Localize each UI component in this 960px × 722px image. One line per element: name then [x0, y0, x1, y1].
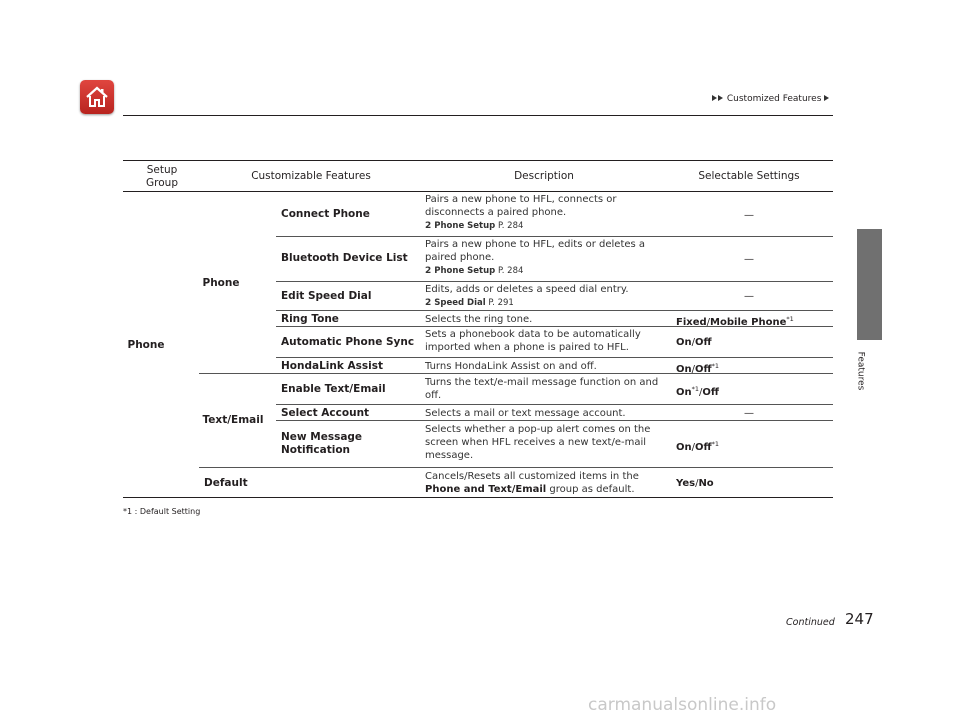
setting-option: On: [676, 364, 692, 375]
row-divider: [276, 310, 833, 311]
ref-page: P. 284: [497, 221, 524, 231]
setting-automatic-phone-sync: [676, 336, 826, 349]
setting-separator: /: [691, 337, 695, 348]
desc-connect-phone: [425, 193, 665, 233]
breadcrumb-label: Customized Features: [726, 94, 822, 104]
desc-ring-tone: Selects the ring tone.: [425, 314, 533, 325]
setting-option: On: [676, 337, 692, 348]
footnote-marker: *1: [786, 315, 794, 323]
desc-text: Edits, adds or deletes a speed dial entry.: [425, 284, 629, 295]
desc-text: group as default.: [546, 484, 635, 495]
row-divider: [276, 420, 833, 421]
breadcrumb[interactable]: [712, 94, 830, 104]
desc-default: [425, 470, 665, 496]
ref-label: Phone Setup: [434, 221, 496, 231]
setting-separator: /: [691, 364, 695, 375]
footnote-marker: *1: [691, 385, 700, 393]
feature-ring-tone: Ring Tone: [281, 313, 339, 325]
page-number: 247: [845, 610, 874, 628]
setting-option: Off: [695, 442, 712, 453]
setting-ring-tone: [676, 313, 826, 329]
setting-option: Fixed: [676, 317, 707, 328]
ref-label: Phone Setup: [434, 266, 496, 276]
feature-automatic-phone-sync: Automatic Phone Sync: [281, 336, 415, 348]
header-rule: [123, 191, 833, 192]
header-rule: [123, 115, 833, 116]
footnote: *1 : Default Setting: [123, 507, 201, 516]
section-label-text: Features: [855, 351, 866, 391]
ref-label: Speed Dial: [434, 298, 486, 308]
setting-option: Off: [695, 337, 712, 348]
xref-arrow-icon: 2: [425, 221, 432, 231]
watermark: carmanualsonline.info: [588, 695, 777, 715]
setting-bluetooth-device-list: —: [744, 254, 754, 265]
setting-select-account: —: [744, 408, 754, 419]
desc-enable-text-email: Turns the text/e-mail message function on and off.: [425, 377, 659, 401]
triangle-icon: [712, 95, 717, 101]
continued-label: Continued: [786, 617, 835, 628]
setting-separator: /: [691, 442, 695, 453]
table-bottom-rule: [123, 497, 833, 498]
cross-reference-link[interactable]: [425, 265, 657, 278]
group-label: Phone: [127, 339, 165, 351]
xref-arrow-icon: 2: [425, 298, 432, 308]
footnote-marker: *1: [711, 440, 719, 448]
desc-automatic-phone-sync: Sets a phonebook data to be automatically imported when a phone is paired to HFL.: [425, 329, 641, 353]
subgroup-label-text-email: Text/Email: [202, 414, 264, 426]
row-divider: [276, 404, 833, 405]
section-tab: [857, 229, 882, 340]
setting-option: Yes: [676, 478, 696, 489]
setting-option: Off: [695, 364, 712, 375]
feature-hondalink-assist: HondaLink Assist: [281, 360, 383, 372]
row-divider: [276, 357, 833, 358]
ref-page: P. 284: [497, 266, 524, 276]
table-top-rule: [123, 160, 833, 161]
desc-select-account: Selects a mail or text message account.: [425, 408, 626, 419]
row-divider: [276, 281, 833, 282]
feature-edit-speed-dial: Edit Speed Dial: [281, 290, 372, 302]
feature-select-account: Select Account: [281, 407, 370, 419]
section-label: [855, 344, 879, 404]
triangle-icon: [824, 95, 829, 101]
setting-new-message-notification: [676, 438, 826, 454]
header-description: Description: [514, 170, 574, 182]
cross-reference-link[interactable]: [425, 297, 665, 310]
feature-default: Default: [204, 477, 248, 489]
header-selectable-settings: Selectable Settings: [698, 170, 800, 182]
desc-hondalink-assist: Turns HondaLink Assist on and off.: [425, 361, 597, 372]
setting-option: No: [698, 478, 714, 489]
setting-option: On: [676, 387, 692, 398]
setting-separator: /: [695, 478, 699, 489]
desc-bluetooth-device-list: [425, 238, 657, 278]
ref-page: P. 291: [488, 298, 514, 308]
row-divider: [276, 236, 833, 237]
home-button[interactable]: [80, 80, 114, 114]
desc-text: Pairs a new phone to HFL, connects or disconnects a paired phone.: [425, 194, 617, 218]
setting-option: Off: [702, 387, 719, 398]
setting-option: Mobile Phone: [710, 317, 787, 328]
feature-connect-phone: Connect Phone: [281, 208, 370, 220]
setting-connect-phone: —: [744, 210, 754, 221]
desc-bold-text: Phone and Text/Email: [425, 484, 547, 495]
setting-hondalink-assist: [676, 360, 826, 376]
desc-new-message-notification: Selects whether a pop-up alert comes on the screen when HFL receives a new text/e-mail message.: [425, 424, 651, 461]
feature-new-message-notification: New Message Notification: [281, 431, 363, 456]
desc-text: Pairs a new phone to HFL, edits or deletes a paired phone.: [425, 239, 646, 263]
feature-enable-text-email: Enable Text/Email: [281, 383, 386, 395]
setting-edit-speed-dial: —: [744, 291, 754, 302]
footnote-marker: *1: [711, 362, 719, 370]
home-icon: [84, 84, 110, 110]
triangle-icon: [718, 95, 723, 101]
subgroup-label-phone: Phone: [202, 277, 240, 289]
xref-arrow-icon: 2: [425, 266, 432, 276]
header-customizable-features: Customizable Features: [251, 170, 371, 182]
feature-bluetooth-device-list: Bluetooth Device List: [281, 252, 408, 264]
setting-default: [676, 477, 826, 490]
desc-edit-speed-dial: [425, 283, 665, 310]
setting-separator: /: [699, 387, 703, 398]
header-setup-group: Setup Group: [146, 164, 178, 189]
setting-option: On: [676, 442, 692, 453]
subgroup-divider: [199, 467, 833, 468]
cross-reference-link[interactable]: [425, 220, 665, 233]
desc-text: Cancels/Resets all customized items in the: [425, 471, 639, 482]
setting-enable-text-email: [676, 383, 826, 399]
setting-separator: /: [706, 317, 711, 328]
